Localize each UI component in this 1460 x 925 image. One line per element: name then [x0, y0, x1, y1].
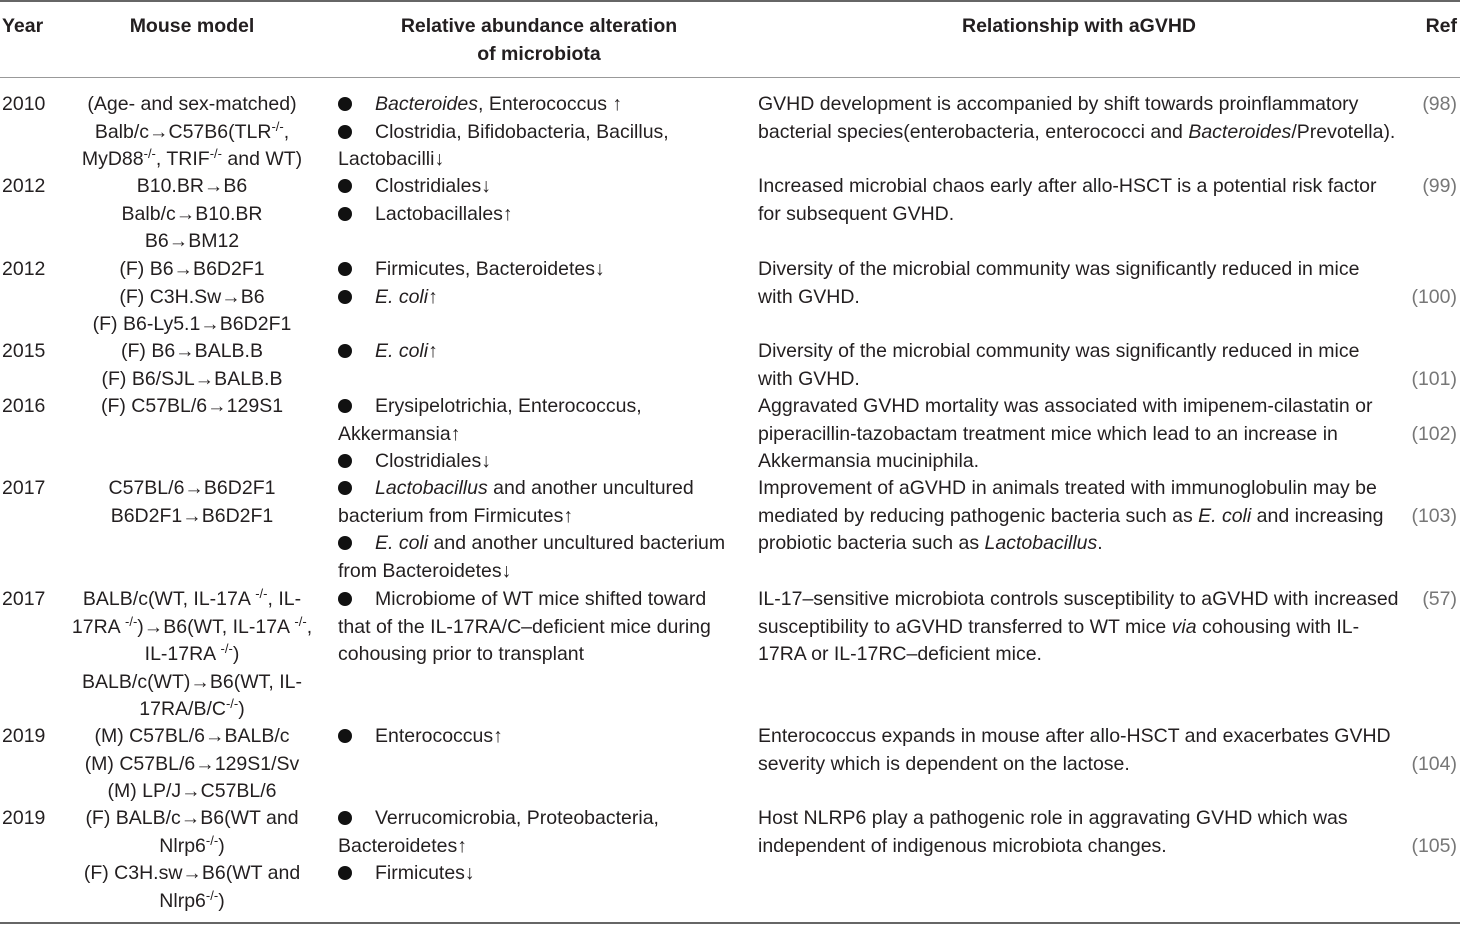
relationship-cell: Diversity of the microbial community was significantly reduced in mice with GVHD. [758, 340, 1360, 390]
bullet-item: Verrucomicrobia, Proteobacteria, [338, 805, 738, 833]
bullet-item: Clostridia, Bifidobacteria, Bacillus, [338, 119, 738, 147]
bullet-item: Firmicutes↓ [338, 860, 738, 888]
bullet-item: Lactobacillus and another uncultured [338, 475, 738, 503]
bullet-item: Erysipelotrichia, Enterococcus, [338, 393, 738, 421]
relationship-cell: GVHD development is accompanied by shift towards proinflammatory bacterial species(enterobacteria, enterococci and Bacteroides/Prevotella). [758, 93, 1396, 143]
year-cell: 2016 [2, 395, 46, 417]
ref-cell: (102) [1411, 422, 1457, 445]
bullet-item-continuation: cohousing prior to transplant [338, 643, 585, 665]
bullet-item: Clostridiales↓ [338, 173, 738, 201]
year-cell: 2017 [2, 588, 46, 610]
bullet-item: Lactobacillales↑ [338, 201, 738, 229]
mouse-model-cell: (F) B6→B6D2F1 (F) C3H.Sw→B6 (F) B6-Ly5.1→B6D2F1 [92, 258, 292, 335]
relationship-cell: Increased microbial chaos early after allo-HSCT is a potential risk factor for subsequent GVHD. [758, 175, 1377, 225]
header-year: Year [2, 15, 44, 37]
bullet-icon [338, 860, 375, 888]
relationship-cell: Diversity of the microbial community was significantly reduced in mice with GVHD. [758, 258, 1360, 308]
ref-cell: (104) [1411, 752, 1457, 775]
ref-cell: (57) [1422, 588, 1457, 610]
relationship-cell: Enterococcus expands in mouse after allo-HSCT and exacerbates GVHD severity which is dependent on the lactose. [758, 725, 1391, 775]
bullet-icon [338, 530, 375, 558]
bullet-item: E. coli and another uncultured bacterium [338, 530, 738, 558]
abundance-alteration-cell [338, 256, 738, 311]
bullet-item: Enterococcus↑ [338, 723, 738, 751]
abundance-alteration-cell [338, 393, 738, 476]
header-rule [0, 77, 1460, 78]
bullet-icon [338, 393, 375, 421]
bullet-item: Bacteroides, Enterococcus ↑ [338, 91, 738, 119]
bullet-item-continuation: bacterium from Firmicutes↑ [338, 504, 574, 527]
bullet-item-continuation: Bacteroidetes↑ [338, 834, 467, 857]
model-line: (Age- and sex-matched) [87, 93, 297, 115]
ref-cell: (100) [1411, 285, 1457, 308]
bullet-item: Clostridiales↓ [338, 448, 738, 476]
bullet-icon [338, 91, 375, 119]
bullet-item: E. coli↑ [338, 338, 738, 366]
abundance-alteration-cell [338, 338, 738, 366]
mouse-model-cell: BALB/c(WT, IL-17A -/-, IL- 17RA -/-)→B6(WT, IL-17A -/-, IL-17RA -/-) BALB/c(WT)→B6(WT, IL- 17RA/B/C-/-) [71, 586, 313, 720]
bullet-icon [338, 201, 375, 229]
model-line: MyD88-/-, TRIF-/- and WT) [81, 146, 303, 170]
abundance-alteration-cell [338, 805, 738, 888]
bullet-icon [338, 119, 375, 147]
bullet-item: Microbiome of WT mice shifted toward [338, 586, 738, 614]
bullet-item: E. coli↑ [338, 284, 738, 312]
relationship-cell: Host NLRP6 play a pathogenic role in aggravating GVHD which was independent of indigenous microbiota changes. [758, 807, 1348, 857]
mouse-model-cell: (F) B6→BALB.B (F) B6/SJL→BALB.B [101, 340, 283, 390]
header-mouse-model: Mouse model [129, 15, 255, 37]
year-cell: 2012 [2, 258, 46, 280]
bullet-item-continuation: that of the IL-17RA/C–deficient mice during [338, 615, 711, 638]
table-top-rule [0, 0, 1460, 2]
header-alteration-line-1: Relative abundance alteration [400, 15, 678, 37]
mouse-model-cell: (M) C57BL/6→BALB/c (M) C57BL/6→129S1/Sv (M) LP/J→C57BL/6 [84, 725, 300, 802]
bullet-icon [338, 723, 375, 751]
abundance-alteration-cell [338, 723, 738, 751]
bullet-item-continuation: Akkermansia↑ [338, 422, 461, 445]
ref-cell: (98) [1422, 93, 1457, 115]
ref-cell: (105) [1411, 834, 1457, 857]
year-cell: 2019 [2, 725, 46, 747]
bullet-icon [338, 256, 375, 284]
abundance-alteration-cell [338, 91, 738, 174]
mouse-model-cell: (F) BALB/c→B6(WT and Nlrp6-/-) (F) C3H.sw→B6(WT and Nlrp6-/-) [83, 807, 301, 912]
bullet-item-continuation: from Bacteroidetes↓ [338, 559, 512, 582]
relationship-cell: Improvement of aGVHD in animals treated with immunoglobulin may be mediated by reducing pathogenic bacteria such as E. coli and increasing probiotic bacteria such as Lactobacillus. [758, 477, 1384, 554]
mouse-model-cell: C57BL/6→B6D2F1 B6D2F1→B6D2F1 [108, 477, 276, 527]
bullet-icon [338, 475, 375, 503]
mouse-model-cell: B10.BR→B6 Balb/c→B10.BR B6→BM12 [121, 175, 263, 252]
bullet-icon [338, 284, 375, 312]
header-alteration-line-2: of microbiota [477, 42, 601, 65]
abundance-alteration-cell [338, 173, 738, 228]
relationship-cell: IL-17–sensitive microbiota controls susceptibility to aGVHD with increased susceptibility to aGVHD transferred to WT mice via cohousing with IL- 17RA or IL-17RC–deficient mice. [758, 588, 1399, 665]
relationship-cell: Aggravated GVHD mortality was associated with imipenem-cilastatin or piperacillin-tazobactam treatment mice which lead to an increase in Akkermansia muciniphila. [758, 395, 1373, 472]
header-ref: Ref [1425, 15, 1457, 37]
header-abundance-alteration [335, 13, 743, 68]
model-line: Balb/c→C57B6(TLR-/-, [94, 118, 290, 143]
year-cell: 2019 [2, 807, 46, 829]
year-cell: 2010 [2, 93, 46, 115]
bullet-item-continuation: Lactobacilli↓ [338, 148, 445, 170]
bullet-icon [338, 338, 375, 366]
bullet-icon [338, 586, 375, 614]
table-bottom-rule [0, 922, 1460, 924]
year-cell: 2012 [2, 175, 46, 197]
ref-cell: (103) [1411, 504, 1457, 527]
bullet-icon [338, 448, 375, 476]
ref-cell: (99) [1422, 175, 1457, 197]
year-cell: 2017 [2, 477, 46, 499]
abundance-alteration-cell [338, 475, 738, 585]
ref-cell: (101) [1411, 367, 1457, 390]
bullet-item: Firmicutes, Bacteroidetes↓ [338, 256, 738, 284]
abundance-alteration-cell [338, 586, 738, 669]
mouse-model-cell [70, 91, 314, 174]
year-cell: 2015 [2, 340, 46, 362]
header-relationship: Relationship with aGVHD [961, 15, 1197, 37]
mouse-model-cell: (F) C57BL/6→129S1 [100, 395, 284, 417]
bullet-icon [338, 805, 375, 833]
bullet-icon [338, 173, 375, 201]
